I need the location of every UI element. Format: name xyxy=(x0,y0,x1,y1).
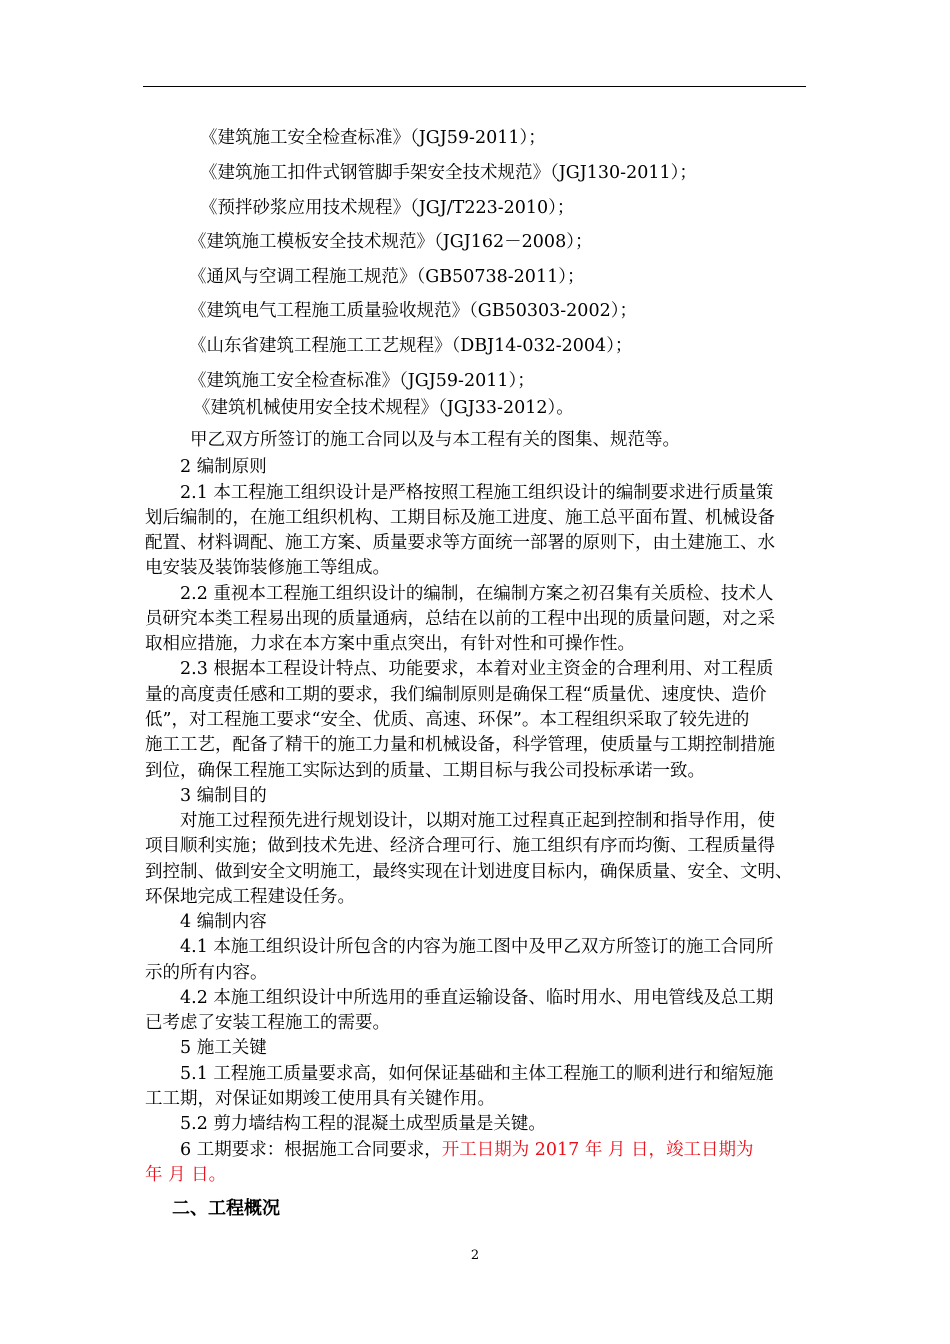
paragraph-line: 工工期，对保证如期竣工使用具有关键作用。 xyxy=(145,1089,495,1109)
paragraph-line: 到控制、做到安全文明施工，最终实现在计划进度目标内，确保质量、安全、文明、 xyxy=(145,862,793,882)
reference-item: 《建筑电气工程施工质量验收规范》（GB50303-2002）； xyxy=(189,301,637,321)
paragraph-line: 施工工艺，配备了精干的施工力量和机械设备，科学管理，使质量与工期控制措施 xyxy=(145,735,775,755)
paragraph-line: 到位，确保工程施工实际达到的质量、工期目标与我公司投标承诺一致。 xyxy=(145,761,705,781)
reference-item: 《建筑施工安全检查标准》（JGJ59-2011）； xyxy=(200,128,546,148)
paragraph-line: 5.1 工程施工质量要求高，如何保证基础和主体工程施工的顺利进行和缩短施 xyxy=(180,1064,774,1084)
header-rule xyxy=(143,86,806,87)
paragraph-line: 5.2 剪力墙结构工程的混凝土成型质量是关键。 xyxy=(180,1114,546,1134)
page-number: 2 xyxy=(470,1248,480,1263)
section-heading-5: 5 施工关键 xyxy=(180,1038,267,1058)
schedule-line xyxy=(180,1139,754,1161)
paragraph-line: 2.1 本工程施工组织设计是严格按照工程施工组织设计的编制要求进行质量策 xyxy=(180,483,774,503)
reference-item: 《建筑施工安全检查标准》（JGJ59-2011）； xyxy=(189,371,535,391)
paragraph-line: 项目顺利实施；做到技术先进、经济合理可行、施工组织有序而均衡、工程质量得 xyxy=(145,836,775,856)
paragraph-line: 环保地完成工程建设任务。 xyxy=(145,887,355,907)
paragraph-line: 4.2 本施工组织设计中所选用的垂直运输设备、临时用水、用电管线及总工期 xyxy=(180,988,774,1008)
paragraph-line: 2.2 重视本工程施工组织设计的编制，在编制方案之初召集有关质检、技术人 xyxy=(180,584,774,604)
paragraph-line: 取相应措施，力求在本方案中重点突出，有针对性和可操作性。 xyxy=(145,634,635,654)
schedule-prefix: 6 工期要求：根据施工合同要求， xyxy=(180,1140,442,1160)
section-heading-2: 2 编制原则 xyxy=(180,457,267,477)
section-heading-4: 4 编制内容 xyxy=(180,912,267,932)
reference-item: 《山东省建筑工程施工工艺规程》（DBJ14-032-2004）； xyxy=(189,336,633,356)
reference-item: 《建筑机械使用安全技术规程》（JGJ33-2012）。 xyxy=(193,398,574,418)
paragraph-line: 2.3 根据本工程设计特点、功能要求，本着对业主资金的合理利用、对工程质 xyxy=(180,659,774,679)
schedule-line-2: 年 月 日。 xyxy=(145,1165,227,1185)
paragraph-line: 甲乙双方所签订的施工合同以及与本工程有关的图集、规范等。 xyxy=(190,430,680,450)
paragraph-line: 低”，对工程施工要求“安全、优质、高速、环保”。本工程组织采取了较先进的 xyxy=(145,710,750,730)
reference-item: 《建筑施工扣件式钢管脚手架安全技术规范》（JGJ130-2011）； xyxy=(200,163,697,183)
paragraph-line: 电安装及装饰装修施工等组成。 xyxy=(145,558,390,578)
paragraph-line: 配置、材料调配、施工方案、质量要求等方面统一部署的原则下，由土建施工、水 xyxy=(145,533,775,553)
reference-item: 《建筑施工模板安全技术规范》（JGJ162－2008）； xyxy=(189,232,593,252)
schedule-dates: 开工日期为 2017 年 月 日，竣工日期为 xyxy=(441,1140,754,1160)
paragraph-line: 员研究本类工程易出现的质量通病，总结在以前的工程中出现的质量问题，对之采 xyxy=(145,609,775,629)
paragraph-line: 划后编制的，在施工组织机构、工期目标及施工进度、施工总平面布置、机械设备 xyxy=(145,508,775,528)
paragraph-line: 对施工过程预先进行规划设计，以期对施工过程真正起到控制和指导作用，使 xyxy=(180,811,775,831)
paragraph-line: 示的所有内容。 xyxy=(145,963,268,983)
reference-item: 《预拌砂浆应用技术规程》（JGJ/T223-2010）； xyxy=(200,198,575,218)
reference-item: 《通风与空调工程施工规范》（GB50738-2011）； xyxy=(189,267,585,287)
paragraph-line: 4.1 本施工组织设计所包含的内容为施工图中及甲乙双方所签订的施工合同所 xyxy=(180,937,774,957)
section-title: 二、工程概况 xyxy=(172,1198,280,1219)
paragraph-line: 量的高度责任感和工期的要求，我们编制原则是确保工程“质量优、速度快、造价 xyxy=(145,685,767,705)
paragraph-line: 已考虑了安装工程施工的需要。 xyxy=(145,1013,390,1033)
section-heading-3: 3 编制目的 xyxy=(180,786,267,806)
